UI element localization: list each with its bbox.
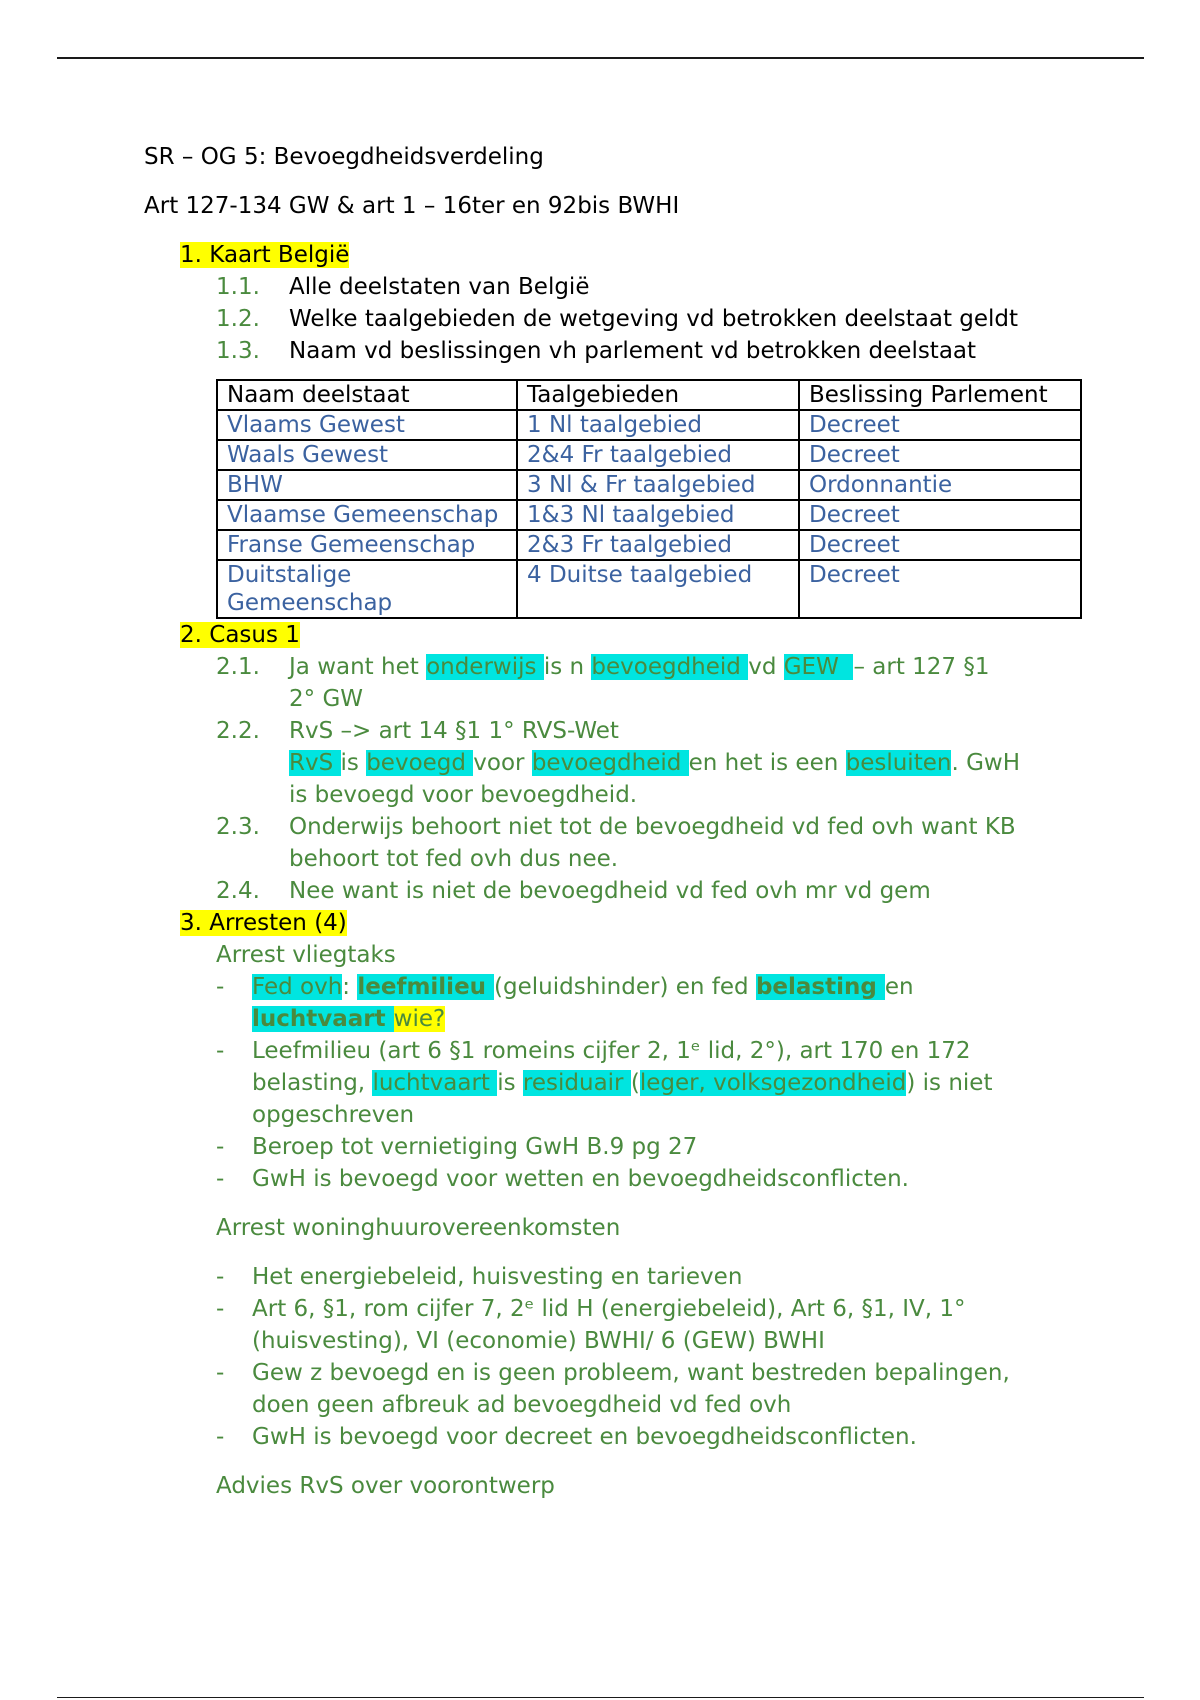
highlighted-term: luchtvaart (252, 1006, 394, 1032)
item-number: 2.1. (216, 654, 260, 680)
arrest-title: Arrest woninghuurovereenkomsten (216, 1215, 621, 1241)
text-run: Art 6, §1, rom cijfer 7, 2ᵉ lid H (energiebeleid), Art 6, §1, IV, 1° (252, 1296, 966, 1322)
cell-decision: Decreet (799, 560, 1081, 618)
text-run: is n (543, 654, 592, 680)
text-run: Leefmilieu (art 6 §1 romeins cijfer 2, 1ᵉ lid, 2°), art 170 en 172 (252, 1038, 971, 1064)
table-row (217, 410, 1081, 440)
text-run: ) is niet (906, 1070, 993, 1096)
highlighted-term: RvS (289, 750, 341, 776)
table-row (217, 560, 1081, 618)
text-run: ( (630, 1070, 640, 1096)
bullet-item (144, 1131, 1124, 1163)
bullet-item (144, 1163, 1124, 1195)
text-run: Gew z bevoegd en is geen probleem, want bestreden bepalingen, (252, 1360, 1010, 1386)
bullet-dash: - (216, 1424, 225, 1450)
highlighted-term: bevoegd (366, 750, 474, 776)
text-run: : (342, 974, 358, 1000)
bullet-item-cont (144, 1067, 1124, 1099)
column-header: Beslissing Parlement (799, 380, 1081, 410)
highlighted-term: wie? (393, 1006, 446, 1032)
cell-name: Waals Gewest (217, 440, 517, 470)
section-label: Casus 1 (209, 622, 300, 648)
highlighted-term: Fed ovh (252, 974, 343, 1000)
cell-areas: 1&3 Nl taalgebied (517, 500, 799, 530)
highlighted-term: bevoegdheid (531, 750, 689, 776)
cell-areas: 2&3 Fr taalgebied (517, 530, 799, 560)
document-title: SR – OG 5: Bevoegdheidsverdeling (144, 144, 544, 170)
item-number: 1.2. (216, 306, 260, 332)
column-header: Taalgebieden (517, 380, 799, 410)
text-run: is (497, 1070, 523, 1096)
text-run: Ja want het (289, 654, 427, 680)
cell-decision: Ordonnantie (799, 470, 1081, 500)
bullet-item (144, 971, 1124, 1003)
section-label: Arresten (4) (209, 910, 347, 936)
section-3-label-highlight (180, 910, 347, 936)
header-rule (57, 57, 1144, 59)
list-item-2-4 (144, 875, 1124, 907)
bullet-item (144, 1421, 1124, 1453)
bullet-dash: - (216, 1296, 225, 1322)
cell-name: BHW (217, 470, 517, 500)
list-item-2-2-cont: is bevoegd voor bevoegdheid. (289, 782, 638, 808)
table-row (217, 440, 1081, 470)
table-header-row (217, 380, 1081, 410)
text-run: is (340, 750, 367, 776)
section-number: 2. (180, 622, 202, 648)
bullet-dash: - (216, 1264, 225, 1290)
highlighted-term: leger, volksgezondheid (639, 1070, 907, 1096)
document-body (144, 141, 1124, 1502)
bullet-dash: - (216, 1360, 225, 1386)
text-run: en (884, 974, 914, 1000)
document-subtitle: Art 127-134 GW & art 1 – 16ter en 92bis BWHI (144, 193, 680, 219)
item-text: Welke taalgebieden de wetgeving vd betrokken deelstaat geldt (289, 306, 1019, 332)
bullet-dash: - (216, 1038, 225, 1064)
footer-rule (57, 1697, 1144, 1698)
highlighted-term: residuair (522, 1070, 631, 1096)
table-row (217, 470, 1081, 500)
cell-decision: Decreet (799, 530, 1081, 560)
section-number: 1. (180, 242, 202, 268)
text-run: – art 127 §1 (853, 654, 990, 680)
text-run: GwH is bevoegd voor decreet en bevoegdheidsconflicten. (252, 1424, 917, 1450)
list-item-2-2 (144, 715, 1124, 747)
cell-name: Vlaamse Gemeenschap (217, 500, 517, 530)
text-run: GwH is bevoegd voor wetten en bevoegdheidsconflicten. (252, 1166, 909, 1192)
section-2-heading (144, 619, 1124, 651)
bullet-dash: - (216, 974, 225, 1000)
highlighted-term: GEW (783, 654, 854, 680)
cell-decision: Decreet (799, 440, 1081, 470)
cell-areas: 4 Duitse taalgebied (517, 560, 799, 618)
bullet-item (144, 1293, 1124, 1325)
bullet-item (144, 1357, 1124, 1389)
highlighted-term: luchtvaart (372, 1070, 498, 1096)
section-3-heading (144, 907, 1124, 939)
item-number: 1.1. (216, 274, 260, 300)
bullet-item-cont: (huisvesting), VI (economie) BWHI/ 6 (GEW) BWHI (252, 1328, 825, 1354)
section-label: Kaart België (209, 242, 350, 268)
list-item-2-2-line2 (144, 747, 1124, 779)
column-header: Naam deelstaat (217, 380, 517, 410)
list-item-2-3-cont: behoort tot fed ovh dus nee. (289, 846, 619, 872)
text-run: voor (473, 750, 532, 776)
highlighted-term: onderwijs (426, 654, 544, 680)
list-item-2-1 (144, 651, 1124, 683)
text-run: Nee want is niet de bevoegdheid vd fed ovh mr vd gem (289, 878, 931, 904)
highlighted-term: besluiten (845, 750, 952, 776)
bullet-item-cont: opgeschreven (252, 1102, 415, 1128)
item-number: 1.3. (216, 338, 260, 364)
section-1-label-highlight (180, 242, 349, 268)
text-run: Beroep tot vernietiging GwH B.9 pg 27 (252, 1134, 698, 1160)
cell-name: Duitstalige Gemeenschap (217, 560, 517, 618)
bullet-item-cont (144, 1003, 1124, 1035)
item-number: 2.4. (216, 878, 260, 904)
text-run: en het is een (688, 750, 846, 776)
text-run: RvS –> art 14 §1 1° RVS-Wet (289, 718, 619, 744)
item-number: 2.2. (216, 718, 260, 744)
bullet-item (144, 1261, 1124, 1293)
bullet-dash: - (216, 1166, 225, 1192)
cell-name: Franse Gemeenschap (217, 530, 517, 560)
item-number: 2.3. (216, 814, 260, 840)
arrest-title: Advies RvS over voorontwerp (216, 1473, 555, 1499)
table-row (217, 530, 1081, 560)
list-item-1-3 (144, 335, 1124, 367)
cell-areas: 2&4 Fr taalgebied (517, 440, 799, 470)
arrest-title: Arrest vliegtaks (216, 942, 396, 968)
bullet-item (144, 1035, 1124, 1067)
highlighted-term: bevoegdheid (591, 654, 749, 680)
list-item-2-1-cont: 2° GW (289, 686, 364, 712)
list-item-1-1 (144, 271, 1124, 303)
cell-areas: 1 Nl taalgebied (517, 410, 799, 440)
text-run: Onderwijs behoort niet tot de bevoegdheid vd fed ovh want KB (289, 814, 1016, 840)
cell-areas: 3 Nl & Fr taalgebied (517, 470, 799, 500)
highlighted-term: belasting (755, 974, 885, 1000)
text-run: (geluidshinder) en fed (494, 974, 756, 1000)
section-number: 3. (180, 910, 202, 936)
table-row (217, 500, 1081, 530)
list-item-2-3 (144, 811, 1124, 843)
section-2-label-highlight (180, 622, 300, 648)
section-1-heading (144, 239, 1124, 271)
text-run: Het energiebeleid, huisvesting en tarieven (252, 1264, 743, 1290)
text-run: . GwH (951, 750, 1021, 776)
deelstaten-table (216, 379, 1082, 619)
bullet-item-cont: doen geen afbreuk ad bevoegdheid vd fed ovh (252, 1392, 792, 1418)
text-run: vd (748, 654, 784, 680)
item-text: Naam vd beslissingen vh parlement vd betrokken deelstaat (289, 338, 977, 364)
text-run: belasting, (252, 1070, 373, 1096)
highlighted-term: leefmilieu (357, 974, 495, 1000)
cell-decision: Decreet (799, 500, 1081, 530)
cell-decision: Decreet (799, 410, 1081, 440)
list-item-1-2 (144, 303, 1124, 335)
cell-name: Vlaams Gewest (217, 410, 517, 440)
bullet-dash: - (216, 1134, 225, 1160)
item-text: Alle deelstaten van België (289, 274, 590, 300)
